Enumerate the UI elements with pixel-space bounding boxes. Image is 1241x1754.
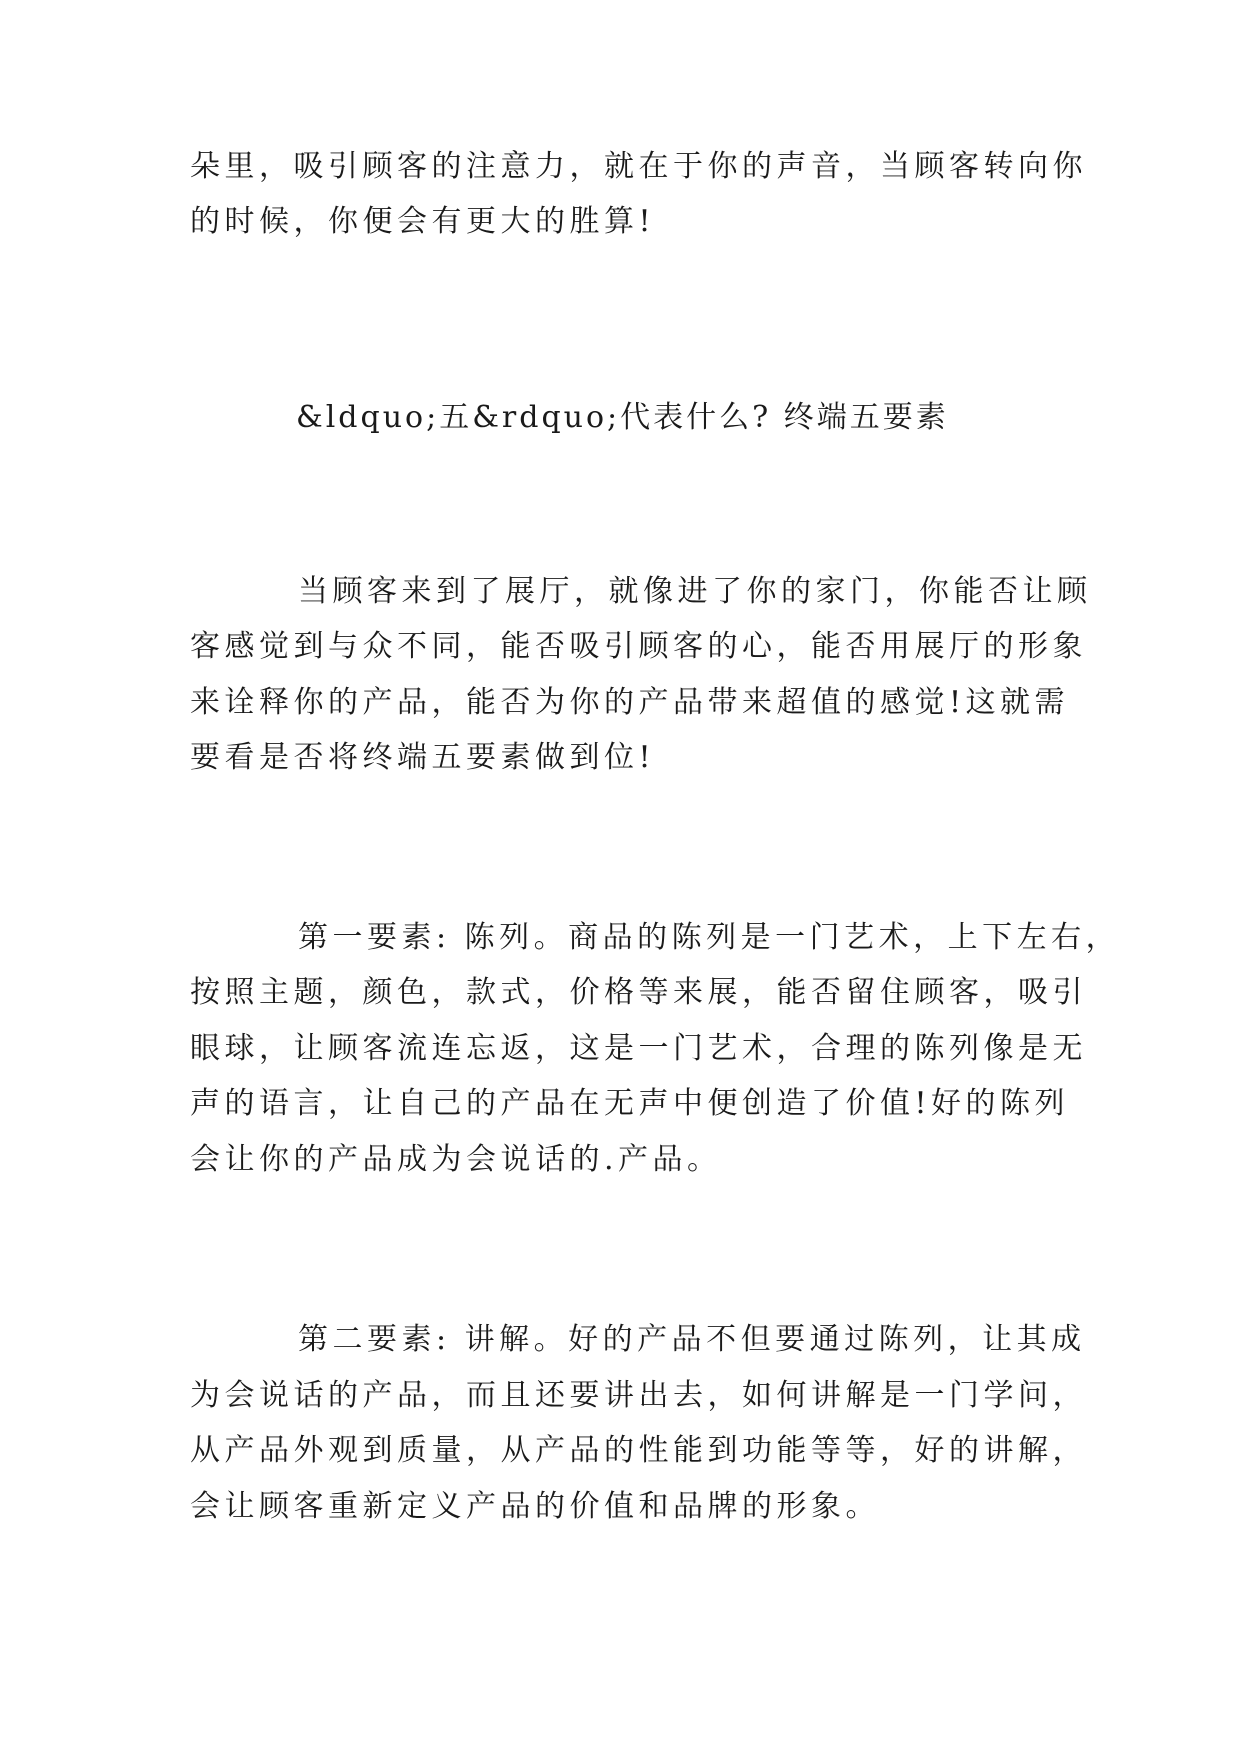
paragraph-line: 的时候，你便会有更大的胜算!: [190, 204, 656, 239]
paragraph-line: 从产品外观到质量，从产品的性能到功能等等，好的讲解，: [190, 1433, 1087, 1468]
paragraph-line: 会让你的产品成为会说话的.产品。: [190, 1142, 722, 1177]
paragraph-line: 会让顾客重新定义产品的价值和品牌的形象。: [190, 1489, 880, 1524]
paragraph-line: 按照主题，颜色，款式，价格等来展，能否留住顾客，吸引: [190, 975, 1087, 1010]
paragraph-line: 为会说话的产品，而且还要讲出去，如何讲解是一门学问，: [190, 1378, 1087, 1413]
heading-text: &ldquo;五&rdquo;代表什么? 终端五要素: [296, 400, 949, 435]
paragraph-line: 客感觉到与众不同，能否吸引顾客的心，能否用展厅的形象: [190, 629, 1087, 664]
paragraph-line: 来诠释你的产品，能否为你的产品带来超值的感觉!这就需: [190, 685, 1070, 720]
paragraph-line: 要看是否将终端五要素做到位!: [190, 740, 656, 775]
paragraph-line: 第二要素: 讲解。好的产品不但要通过陈列，让其成: [298, 1322, 1086, 1357]
paragraph-line: 眼球，让顾客流连忘返，这是一门艺术，合理的陈列像是无: [190, 1031, 1087, 1066]
paragraph-line: 朵里，吸引顾客的注意力，就在于你的声音，当顾客转向你: [190, 149, 1087, 184]
paragraph-line: 第一要素: 陈列。商品的陈列是一门艺术，上下左右，: [298, 920, 1121, 955]
paragraph-line: 声的语言，让自己的产品在无声中便创造了价值!好的陈列: [190, 1086, 1070, 1121]
paragraph-line: 当顾客来到了展厅，就像进了你的家门，你能否让顾: [298, 574, 1092, 609]
